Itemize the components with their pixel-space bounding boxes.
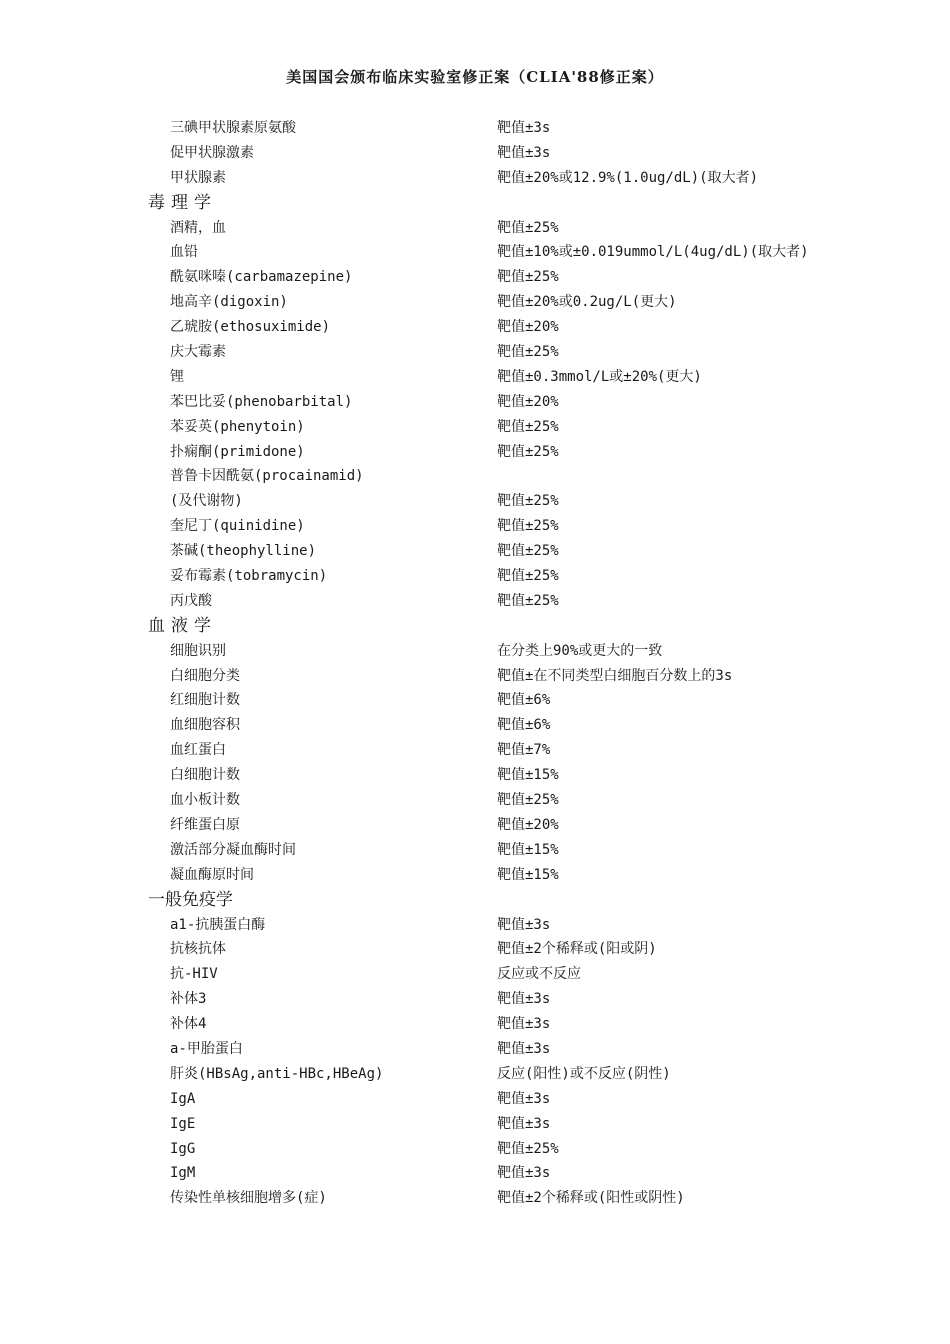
analyte-name: 纤维蛋白原 [170,816,240,833]
acceptance-criteria: 靶值±6% [497,692,551,709]
acceptance-criteria: 靶值±25% [497,543,559,560]
analyte-name: IgM [170,1165,196,1182]
analyte-name: 丙戊酸 [170,592,212,609]
acceptance-criteria: 靶值±25% [497,592,559,609]
criteria-row [0,688,950,713]
analyte-name: 血铅 [170,244,198,261]
analyte-name: 细胞识别 [170,642,226,659]
acceptance-criteria: 靶值±0.3mmol/L或±20%(更大) [497,368,702,385]
criteria-row [0,1161,950,1186]
criteria-row [0,141,950,166]
criteria-row [0,539,950,564]
acceptance-criteria: 靶值±3s [497,1040,551,1057]
acceptance-criteria: 靶值±3s [497,120,551,136]
analyte-name: 乙琥胺(ethosuximide) [170,319,331,336]
acceptance-criteria: 靶值±25% [497,443,559,460]
acceptance-criteria: 靶值±2个稀释或(阳性或阴性) [497,1190,685,1207]
criteria-row [0,440,950,465]
acceptance-criteria: 靶值±25% [497,269,559,286]
acceptance-criteria: 靶值±25% [497,568,559,585]
acceptance-criteria: 靶值±20% [497,816,559,833]
criteria-row [0,639,950,664]
criteria-row [0,1186,950,1211]
analyte-name: a-甲胎蛋白 [170,1040,243,1057]
analyte-name: 酒精，血 [170,219,226,236]
criteria-row [0,365,950,390]
analyte-name: 血红蛋白 [170,742,226,759]
acceptance-criteria: 靶值±15% [497,866,559,883]
acceptance-criteria: 靶值±25% [497,418,559,435]
analyte-name: 酰氨咪嗪(carbamazepine) [170,269,353,286]
section-heading-row [0,888,950,913]
criteria-row [0,315,950,340]
criteria-row [0,788,950,813]
acceptance-criteria: 靶值±25% [497,493,559,510]
analyte-name: 奎尼丁(quinidine) [170,518,305,535]
criteria-row [0,1012,950,1037]
acceptance-criteria: 反应或不反应 [497,966,581,983]
acceptance-criteria: 靶值±25% [497,219,559,236]
analyte-name: IgG [170,1140,196,1157]
acceptance-criteria: 反应(阳性)或不反应(阴性) [497,1065,671,1082]
analyte-name: 凝血酶原时间 [170,866,254,883]
acceptance-criteria: 靶值±6% [497,717,551,734]
analyte-name: 妥布霉素(tobramycin) [170,568,328,585]
analyte-name: 抗-HIV [170,966,218,983]
acceptance-criteria: 靶值±20% [497,319,559,336]
criteria-row [0,664,950,689]
criteria-row [0,116,950,141]
acceptance-criteria: 靶值±20%或12.9%(1.0ug/dL)(取大者) [497,169,759,186]
acceptance-criteria: 靶值±3s [497,1016,551,1033]
acceptance-criteria: 靶值±25% [497,518,559,535]
acceptance-criteria: 靶值±2个稀释或(阳或阴) [497,941,657,958]
criteria-row [0,813,950,838]
acceptance-criteria: 靶值±3s [497,991,551,1008]
acceptance-criteria: 靶值±3s [497,1115,551,1132]
criteria-row [0,166,950,191]
criteria-row [0,763,950,788]
criteria-row [0,987,950,1012]
criteria-row [0,290,950,315]
analyte-name: 茶碱(theophylline) [170,543,317,560]
section-heading: 毒理学 [148,192,217,213]
acceptance-criteria: 靶值±25% [497,344,559,361]
analyte-name: 血细胞容积 [170,717,240,734]
criteria-row [0,216,950,241]
acceptance-criteria: 靶值±3s [497,1165,551,1182]
criteria-list [0,116,950,1211]
analyte-name: 白细胞分类 [170,667,240,684]
criteria-row [0,1112,950,1137]
analyte-name: 三碘甲状腺素原氨酸 [170,120,296,136]
criteria-row [0,713,950,738]
analyte-name: 补体4 [170,1016,207,1033]
acceptance-criteria: 靶值±3s [497,1090,551,1107]
section-heading: 血液学 [148,615,217,636]
criteria-row [0,913,950,938]
acceptance-criteria: 靶值±20% [497,393,559,410]
criteria-row [0,340,950,365]
analyte-name: 普鲁卡因酰氨(procainamid) [170,468,364,485]
criteria-row [0,415,950,440]
acceptance-criteria: 靶值±在不同类型白细胞百分数上的3s [497,667,733,684]
criteria-row [0,1062,950,1087]
analyte-name: 肝炎(HBsAg,anti-HBc,HBeAg) [170,1065,384,1082]
analyte-name: 激活部分凝血酶时间 [170,841,296,858]
acceptance-criteria: 在分类上90%或更大的一致 [497,642,663,659]
analyte-name: a1-抗胰蛋白酶 [170,916,266,933]
analyte-name: 庆大霉素 [170,344,226,361]
analyte-name: 红细胞计数 [170,692,240,709]
page-title: 美国国会颁布临床实验室修正案（CLIA'88修正案） [286,68,664,86]
criteria-row [0,464,950,489]
analyte-name: 甲状腺素 [170,169,226,186]
criteria-row [0,738,950,763]
criteria-row [0,937,950,962]
acceptance-criteria: 靶值±25% [497,792,559,809]
section-heading-row [0,614,950,639]
analyte-name: 锂 [170,368,184,385]
section-heading: 一般免疫学 [148,889,233,910]
acceptance-criteria: 靶值±10%或±0.019ummol/L(4ug/dL)(取大者) [497,244,809,261]
analyte-name: 白细胞计数 [170,767,240,784]
acceptance-criteria: 靶值±3s [497,144,551,161]
criteria-row [0,564,950,589]
acceptance-criteria: 靶值±15% [497,841,559,858]
analyte-name: 扑痫酮(primidone) [170,443,305,460]
analyte-name: IgE [170,1115,196,1132]
criteria-row [0,489,950,514]
criteria-row [0,962,950,987]
analyte-name: (及代谢物) [170,493,243,510]
acceptance-criteria: 靶值±25% [497,1140,559,1157]
criteria-row [0,390,950,415]
criteria-row [0,838,950,863]
criteria-row [0,514,950,539]
analyte-name: 苯妥英(phenytoin) [170,418,305,435]
analyte-name: 抗核抗体 [170,941,226,958]
acceptance-criteria: 靶值±7% [497,742,551,759]
criteria-row [0,589,950,614]
criteria-row [0,1087,950,1112]
criteria-row [0,1037,950,1062]
section-heading-row [0,191,950,216]
acceptance-criteria: 靶值±15% [497,767,559,784]
criteria-row [0,1137,950,1162]
criteria-row [0,240,950,265]
criteria-row [0,265,950,290]
analyte-name: 补体3 [170,991,207,1008]
analyte-name: IgA [170,1090,196,1107]
analyte-name: 促甲状腺激素 [170,144,254,161]
analyte-name: 苯巴比妥(phenobarbital) [170,393,353,410]
analyte-name: 传染性单核细胞增多(症) [170,1190,327,1207]
analyte-name: 血小板计数 [170,792,240,809]
analyte-name: 地高辛(digoxin) [170,294,288,311]
acceptance-criteria: 靶值±20%或0.2ug/L(更大) [497,294,677,311]
acceptance-criteria: 靶值±3s [497,916,551,933]
criteria-row [0,863,950,888]
